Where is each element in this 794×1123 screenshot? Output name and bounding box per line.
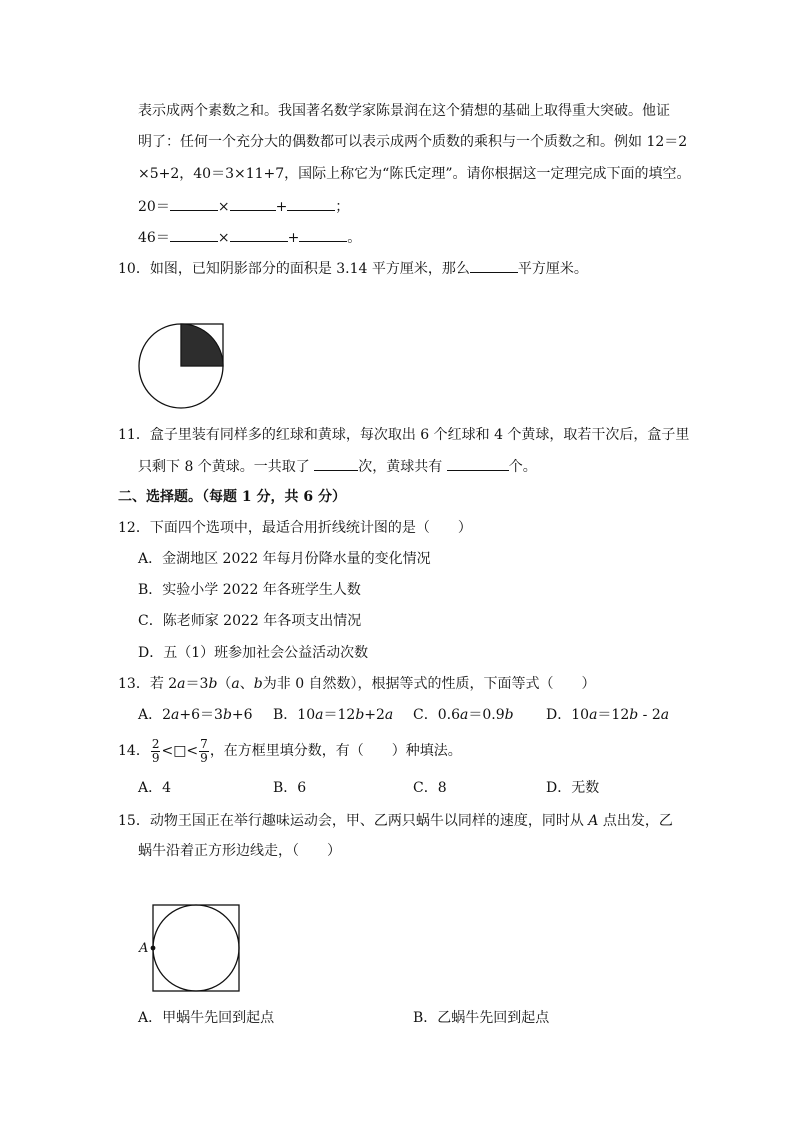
q12-option-b[interactable]: B．实验小学 2022 年各班学生人数 — [138, 582, 361, 598]
var-b: b — [504, 707, 514, 723]
answer-blank[interactable] — [230, 227, 288, 242]
q10-text-b: 平方厘米。 — [517, 261, 588, 277]
fraction-denominator: 9 — [200, 750, 208, 765]
q14-stem — [118, 736, 462, 766]
shaded-quarter-circle — [181, 324, 223, 366]
q15-line-1 — [118, 811, 673, 831]
var-b: b — [222, 707, 232, 723]
plus-sign: + — [287, 230, 300, 246]
var-a: a — [660, 707, 670, 723]
section-2-title: 二、选择题。（每题 1 分，共 6 分） — [118, 489, 346, 505]
option-label: B． — [273, 707, 298, 723]
point-a-figure-label: A — [139, 941, 149, 956]
option-text: 10 — [297, 707, 316, 723]
option-text: ＝0.9 — [468, 707, 505, 723]
inscribed-circle — [153, 905, 239, 991]
option-label: D． — [546, 707, 572, 723]
point-a-label: A — [588, 813, 599, 829]
q15-text: 15．动物王国正在举行趣味运动会，甲、乙两只蜗牛以同样的速度，同时从 — [118, 813, 589, 829]
fraction-denominator: 9 — [151, 750, 160, 765]
q11-line2-c: 个。 — [508, 459, 537, 475]
plus-sign: + — [275, 199, 288, 215]
q11-line-2 — [138, 456, 537, 477]
answer-blank[interactable] — [170, 227, 218, 242]
option-label: A． — [138, 707, 163, 723]
var-a: a — [459, 707, 469, 723]
q10-text — [118, 258, 588, 279]
var-b: b — [208, 676, 218, 692]
answer-blank[interactable] — [470, 258, 518, 273]
q12-stem: 12．下面四个选项中，最适合用折线统计图的是（ ） — [118, 520, 472, 536]
q13-stem-text: 13．若 2 — [118, 676, 178, 692]
var-b: b — [253, 676, 263, 692]
q13-stem-text: 为非 0 自然数），根据等式的性质，下面等式（ ） — [262, 676, 596, 692]
fill-end: 。 — [347, 230, 362, 246]
q12-option-c[interactable]: C．陈老师家 2022 年各项支出情况 — [138, 613, 362, 629]
option-text: +6＝3 — [179, 707, 223, 723]
answer-blank[interactable] — [447, 456, 509, 471]
option-text: +2 — [364, 707, 385, 723]
fill-lead: 20＝ — [138, 199, 170, 215]
q13-stem — [118, 674, 596, 694]
var-a: a — [315, 707, 324, 723]
q11-line-1: 11．盒子里装有同样多的红球和黄球，每次取出 6 个红球和 4 个黄球，取若干次后，盒子里 — [118, 427, 690, 443]
var-b: b — [355, 707, 365, 723]
q13-stem-text: ＝3 — [185, 676, 209, 692]
intro-line-2: 明了：任何一个充分大的偶数都可以表示成两个质数的乘积与一个质数之和。例如 12＝2 — [138, 134, 688, 150]
q14-option-d[interactable]: D．无数 — [546, 780, 600, 796]
fill-line-20 — [138, 196, 349, 217]
q13-option-c[interactable] — [413, 705, 514, 725]
fraction-seven-ninths — [199, 738, 209, 765]
option-text: - 2 — [638, 707, 661, 723]
var-a: a — [384, 707, 394, 723]
option-text: 2 — [162, 707, 172, 723]
fill-lead: 46＝ — [138, 230, 170, 246]
inequality-box: <□< — [161, 743, 199, 759]
q13-stem-text: 、 — [239, 676, 254, 692]
q14-number: 14． — [118, 743, 150, 759]
var-a: a — [171, 707, 180, 723]
fill-end: ； — [335, 199, 350, 215]
option-text: 0.6 — [437, 707, 460, 723]
q15-option-a[interactable]: A．甲蜗牛先回到起点 — [138, 1010, 275, 1026]
q13-stem-text: （ — [217, 676, 232, 692]
intro-line-3: ×5+2，40＝3×11+7，国际上称它为“陈氏定理”。请你根据这一定理完成下面的填空。 — [138, 166, 691, 182]
q15-text: 点出发，乙 — [598, 813, 673, 829]
option-label: C． — [413, 707, 438, 723]
fill-line-46 — [138, 227, 361, 248]
var-b: b — [629, 707, 639, 723]
q11-line2-a: 只剩下 8 个黄球。一共取了 — [138, 459, 310, 475]
q13-option-a[interactable] — [138, 705, 253, 725]
q15-square-circle-figure — [136, 900, 244, 996]
answer-blank[interactable] — [230, 196, 276, 211]
q14-option-a[interactable]: A．4 — [138, 780, 172, 796]
intro-line-1: 表示成两个素数之和。我国著名数学家陈景润在这个猜想的基础上取得重大突破。他证 — [138, 103, 670, 119]
var-a: a — [177, 676, 186, 692]
q10-text-a: 10．如图，已知阴影部分的面积是 3.14 平方厘米，那么 — [118, 261, 470, 277]
q12-option-d[interactable]: D．五（1）班参加社会公益活动次数 — [138, 645, 369, 661]
var-a: a — [589, 707, 598, 723]
q15-line-2: 蜗牛沿着正方形边线走，（ ） — [138, 843, 341, 859]
q14-option-b[interactable]: B．6 — [273, 780, 307, 796]
times-sign: × — [217, 230, 230, 246]
answer-blank[interactable] — [314, 456, 358, 471]
answer-blank[interactable] — [170, 196, 218, 211]
option-text: ＝12 — [323, 707, 356, 723]
q12-option-a[interactable]: A．金湖地区 2022 年每月份降水量的变化情况 — [138, 551, 431, 567]
times-sign: × — [217, 199, 230, 215]
q10-circle-figure — [136, 320, 228, 412]
q14-stem-text: ，在方框里填分数，有（ ）种填法。 — [209, 743, 462, 759]
option-text: +6 — [231, 707, 253, 723]
fraction-numerator: 2 — [151, 736, 160, 751]
option-text: ＝12 — [597, 707, 630, 723]
fraction-numerator: 7 — [200, 736, 208, 751]
option-text: 10 — [571, 707, 590, 723]
fraction-two-ninths — [151, 738, 161, 765]
answer-blank[interactable] — [299, 227, 347, 242]
start-point-a — [151, 946, 156, 951]
var-a: a — [231, 676, 240, 692]
q11-line2-b: 次，黄球共有 — [358, 459, 443, 475]
answer-blank[interactable] — [287, 196, 335, 211]
q13-option-d[interactable] — [546, 705, 669, 725]
q14-option-c[interactable]: C．8 — [413, 780, 447, 796]
q15-option-b[interactable]: B．乙蜗牛先回到起点 — [413, 1010, 550, 1026]
q13-option-b[interactable] — [273, 705, 393, 725]
